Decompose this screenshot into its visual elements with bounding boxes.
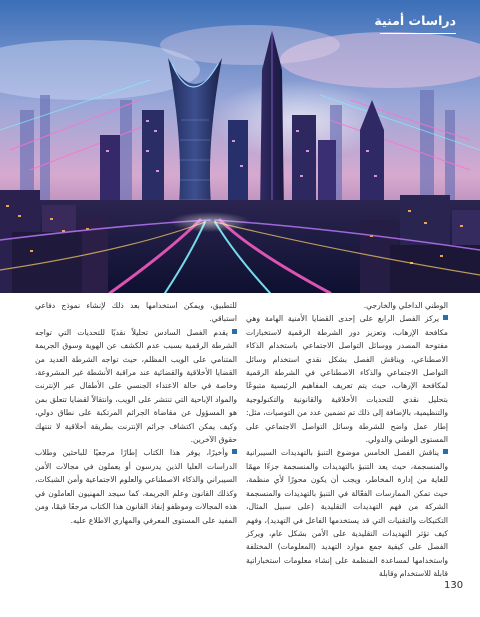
bullet-square-icon <box>443 315 448 320</box>
hero-illustration <box>0 0 480 293</box>
section-title-rule <box>380 33 456 34</box>
section-title: دراسات أمنية <box>374 13 456 28</box>
paragraph-text: يناقش الفصل الخامس موضوع التنبؤ بالتهديدات السيبرانية والمنسجمة، حيث يعد التنبؤ بالتهديدات والمنسجمة جزءًا مهمًا للغاية من إدارة المخاطر، ويجب أن يكون محورًا لأي منظمة، حيث تمكن الممارسات الفعّالة في التنبؤ بالتهديدات والمنسجمة الشركة من فهم التهديدات التقليدية (على سبيل المثال، التكتيكات والتقنيات التي قد يستخدمها الفاعل في التهديد)، وفهم كيف تؤثر التهديدات التقليدية على الأمن بشكل عام، ويركز الفصل على كيفية جمع موارد التهديد (المعلومات) المختلفة واستخدامها لمساعدة المنظمة على إنشاء معلومات استخباراتية قابلة للاستخدام وقابلة <box>246 448 448 579</box>
bullet-square-icon <box>443 449 448 454</box>
paragraph <box>35 446 237 526</box>
bullet-square-icon <box>232 449 237 454</box>
paragraph-text: يركز الفصل الرابع على إحدى القضايا الأمنية الهامة وهي مكافحة الإرهاب، وتعزيز دور الشرطة الرقمية لاستخبارات مفتوحة المصدر ووسائل التواصل الاجتماعي باستخدام الذكاء الاصطناعي، ويناقش الفصل بشكل نقدي استخدام وسائل التواصل الاجتماعي والذكاء الاصطناعي في الشرطة الرقمية لمكافحة الإرهاب، حيث يتم تعريف المفاهيم الرئيسية متبوعًا بتحليل نقدي للتحديات الأخلاقية والقانونية والتكنولوجية والتنظيمية، بالإضافة إلى ذلك تم تضمين عدد من التوصيات، مثل: إطار عمل واضح للشرطة وسائل التواصل الاجتماعي على المستوى الوطني والدولي. <box>246 314 448 445</box>
bullet-square-icon <box>232 329 237 334</box>
paragraph <box>35 326 237 447</box>
paragraph: للتطبيق، ويمكن استخدامها بعد ذلك لإنشاء نموذج دفاعي استباقي. <box>35 301 237 324</box>
paragraph: الوطني الداخلي والخارجي. <box>363 301 448 310</box>
paragraph <box>246 312 448 446</box>
page-number: 130 <box>444 580 464 591</box>
paragraph-text: وأخيرًا، يوفر هذا الكتاب إطارًا مرجعيًا للباحثين وطلاب الدراسات العليا الذين يدرسون أو يعملون في مجالات الأمن السيبراني والذكاء الاصطناعي والعلوم الاجتماعية وأمن الشبكات، وكذلك القانون وعلم الجريمة، كما سيجد المهنيون العاملون في هذه المجالات وموظفو إنفاذ القانون هذا الكتاب مرجعًا قيمًا، ومن المفيد على المستوى المعرفي والمهاري الاطلاع عليه. <box>35 448 237 525</box>
left-text-column <box>35 299 237 527</box>
paragraph <box>246 446 448 580</box>
paragraph-text: يقدم الفصل السادس تحليلاً نقديًا للتحديات التي تواجه الشرطة الرقمية بسبب عدم الكشف عن الهوية وسوق الجريمة المتنامي على الويب المظلم، حيث تواجه الشرطة العديد من القضايا الأخلاقية والقضائية عند مراقبة الأنشطة غير المشروعة، وخاصة في حالة الاعتداء الجنسي على الأطفال عبر الإنترنت والمواد الإباحية التي تنتشر على الويب، وانتقالاً لقضايا تتعلق بمن هو المسؤول عن مقاضاة الجرائم المرتكبة على نطاق دولي، وكيف يمكن اكتشاف جرائم الإنترنت بطريقة أخلاقية لا تنتهك حقوق الآخرين. <box>35 327 237 445</box>
right-text-column <box>246 299 448 581</box>
